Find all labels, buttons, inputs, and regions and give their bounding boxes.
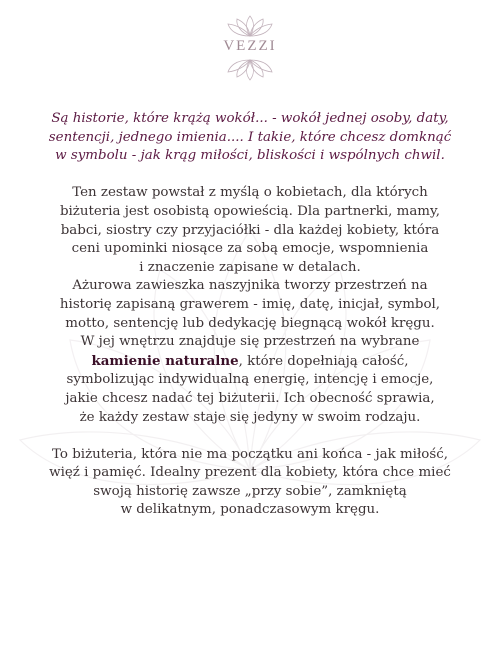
product-description [40, 110, 460, 520]
text-line: ceni upominki niosące za sobą emocje, wspomnienia [71, 241, 429, 257]
text-line: Ażurowa zawieszka naszyjnika tworzy przestrzeń na [72, 278, 428, 294]
highlight-stones: kamienie naturalne [91, 352, 239, 369]
text-line: Ten zestaw powstał z myślą o kobietach, dla których [72, 185, 428, 201]
text-line: jakie chcesz nadać tej biżuterii. Ich obecność sprawia, [65, 390, 435, 406]
text-line: sentencji, jednego imienia.... I takie, które chcesz domknąć [48, 129, 452, 145]
closing-paragraph [40, 446, 460, 520]
text-line: W jej wnętrzu znajduje się przestrzeń na wybrane [80, 334, 420, 350]
text-line: historię zapisaną grawerem - imię, datę, inicjał, symbol, [59, 296, 441, 312]
text-line: w symbolu - jak krąg miłości, bliskości i wspólnych chwil. [55, 148, 445, 164]
text-line: że każdy zestaw staje się jedyny w swoim rodzaju. [79, 409, 421, 425]
text-line: motto, sentencję lub dedykację biegnącą wokół kręgu. [65, 315, 435, 331]
body-paragraph [40, 184, 460, 427]
text-line: w delikatnym, ponadczasowym kręgu. [120, 502, 380, 518]
text-line: biżuteria jest osobistą opowieścią. Dla partnerki, mamy, [59, 203, 441, 219]
text-line: To biżuteria, która nie ma początku ani końca - jak miłość, [52, 446, 448, 462]
text-line: babci, siostry czy przyjaciółki - dla każdej kobiety, która [60, 222, 440, 238]
text-line: Są historie, które krążą wokół... - wokół jednej osoby, daty, [51, 111, 449, 126]
text-fragment: , które dopełniają całość, [238, 353, 409, 369]
text-line: swoją historię zawsze „przy sobie”, zamkniętą [93, 483, 407, 499]
brand-name: VEZZI [223, 38, 277, 54]
text-line: symbolizując indywidualną energię, intencję i emocje, [66, 372, 434, 388]
intro-paragraph [40, 110, 460, 166]
brand-logo [210, 14, 290, 82]
text-line: i znaczenie zapisane w detalach. [139, 259, 361, 275]
text-line: więź i pamięć. Idealny prezent dla kobiety, która chce mieć [49, 465, 451, 481]
text-line [40, 352, 460, 372]
